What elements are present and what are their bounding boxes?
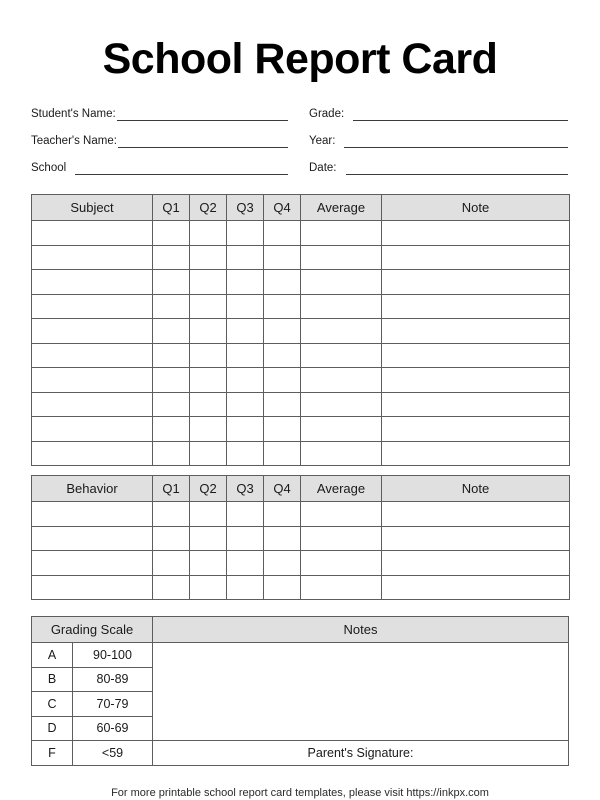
table-cell[interactable] (190, 343, 227, 368)
table-cell[interactable] (227, 575, 264, 600)
subject-header-q4: Q4 (264, 195, 301, 221)
date-input[interactable] (346, 161, 569, 175)
table-cell[interactable] (382, 551, 570, 576)
behavior-table-header-row (32, 476, 570, 502)
parent-signature-field[interactable]: Parent's Signature: (153, 741, 569, 766)
table-cell[interactable] (264, 221, 301, 246)
table-cell[interactable] (301, 575, 382, 600)
table-cell[interactable] (382, 502, 570, 527)
table-row (32, 368, 570, 393)
table-cell[interactable] (32, 221, 153, 246)
table-row (32, 221, 570, 246)
grading-table-header-row (32, 617, 569, 643)
subject-table-body (32, 221, 570, 466)
table-cell[interactable] (382, 294, 570, 319)
behavior-header-behavior: Behavior (32, 476, 153, 502)
table-cell[interactable] (153, 441, 190, 466)
table-cell[interactable] (301, 551, 382, 576)
page-title: School Report Card (102, 35, 498, 83)
field-student-name[interactable] (31, 107, 288, 121)
table-cell[interactable] (153, 319, 190, 344)
table-cell[interactable] (301, 319, 382, 344)
grade-letter-f: F (32, 741, 73, 766)
school-input[interactable] (75, 161, 288, 175)
behavior-header-note: Note (382, 476, 570, 502)
table-cell[interactable] (32, 319, 153, 344)
table-cell[interactable] (264, 551, 301, 576)
table-cell[interactable] (153, 294, 190, 319)
school-label: School (31, 162, 67, 174)
field-year[interactable] (309, 134, 568, 148)
table-cell[interactable] (153, 245, 190, 270)
grade-input[interactable] (353, 107, 568, 121)
table-row (32, 392, 570, 417)
table-row (32, 294, 570, 319)
grading-table-body (32, 643, 569, 766)
table-cell[interactable] (227, 368, 264, 393)
footer-text: For more printable school report card templates, please visit https://inkpx.com (111, 786, 489, 799)
student-name-input[interactable] (117, 107, 288, 121)
table-cell[interactable] (301, 392, 382, 417)
table-cell[interactable] (32, 575, 153, 600)
table-cell[interactable] (32, 245, 153, 270)
table-cell[interactable] (32, 392, 153, 417)
table-cell[interactable] (153, 417, 190, 442)
table-cell[interactable] (264, 526, 301, 551)
table-cell[interactable] (301, 417, 382, 442)
grade-range-c: 70-79 (73, 692, 153, 717)
table-cell[interactable] (382, 245, 570, 270)
notes-input-area[interactable] (153, 643, 569, 741)
table-cell[interactable] (382, 526, 570, 551)
field-teacher-name[interactable] (31, 134, 288, 148)
table-cell[interactable] (382, 319, 570, 344)
grade-letter-b: B (32, 667, 73, 692)
behavior-table-body (32, 502, 570, 600)
form-row-name (31, 107, 569, 121)
table-cell[interactable] (190, 294, 227, 319)
teacher-name-input[interactable] (118, 134, 288, 148)
table-cell[interactable] (264, 245, 301, 270)
table-cell[interactable] (264, 417, 301, 442)
table-cell[interactable] (32, 417, 153, 442)
table-cell[interactable] (227, 319, 264, 344)
grading-row-a (32, 643, 569, 668)
table-cell[interactable] (301, 245, 382, 270)
grading-scale-header: Grading Scale (32, 617, 153, 643)
table-cell[interactable] (264, 343, 301, 368)
table-cell[interactable] (264, 575, 301, 600)
table-cell[interactable] (32, 441, 153, 466)
field-grade[interactable] (309, 107, 568, 121)
table-cell[interactable] (301, 221, 382, 246)
subject-header-q2: Q2 (190, 195, 227, 221)
table-cell[interactable] (301, 368, 382, 393)
student-name-label: Student's Name: (31, 108, 116, 120)
table-row (32, 343, 570, 368)
field-date[interactable] (309, 161, 568, 175)
year-input[interactable] (344, 134, 568, 148)
grade-letter-d: D (32, 716, 73, 741)
table-cell[interactable] (301, 502, 382, 527)
behavior-header-q4: Q4 (264, 476, 301, 502)
field-school[interactable] (31, 161, 288, 175)
table-cell[interactable] (382, 441, 570, 466)
table-cell[interactable] (227, 270, 264, 295)
table-cell[interactable] (301, 343, 382, 368)
year-label: Year: (309, 135, 336, 147)
table-cell[interactable] (32, 294, 153, 319)
notes-header: Notes (153, 617, 569, 643)
table-cell[interactable] (190, 575, 227, 600)
table-cell[interactable] (190, 502, 227, 527)
table-cell[interactable] (264, 441, 301, 466)
table-cell[interactable] (301, 270, 382, 295)
table-cell[interactable] (227, 343, 264, 368)
table-cell[interactable] (32, 551, 153, 576)
table-cell[interactable] (382, 368, 570, 393)
table-cell[interactable] (190, 526, 227, 551)
grade-range-f: <59 (73, 741, 153, 766)
date-label: Date: (309, 162, 337, 174)
table-cell[interactable] (32, 368, 153, 393)
table-row (32, 245, 570, 270)
table-cell[interactable] (382, 392, 570, 417)
table-cell[interactable] (153, 392, 190, 417)
behavior-header-q3: Q3 (227, 476, 264, 502)
grading-scale-table (31, 616, 569, 766)
behavior-header-average: Average (301, 476, 382, 502)
behavior-header-q1: Q1 (153, 476, 190, 502)
table-row (32, 575, 570, 600)
table-cell[interactable] (301, 441, 382, 466)
table-cell[interactable] (190, 221, 227, 246)
subject-header-note: Note (382, 195, 570, 221)
grade-label: Grade: (309, 108, 345, 120)
student-info-form (0, 107, 600, 175)
table-cell[interactable] (227, 392, 264, 417)
table-cell[interactable] (190, 392, 227, 417)
table-cell[interactable] (264, 294, 301, 319)
table-cell[interactable] (264, 392, 301, 417)
table-cell[interactable] (153, 368, 190, 393)
table-row (32, 319, 570, 344)
form-row-school (31, 161, 569, 175)
table-cell[interactable] (264, 319, 301, 344)
table-cell[interactable] (32, 526, 153, 551)
table-cell[interactable] (227, 502, 264, 527)
table-cell[interactable] (227, 417, 264, 442)
table-cell[interactable] (153, 551, 190, 576)
table-cell[interactable] (382, 270, 570, 295)
grade-range-a: 90-100 (73, 643, 153, 668)
table-cell[interactable] (227, 551, 264, 576)
table-cell[interactable] (153, 270, 190, 295)
form-row-teacher (31, 134, 569, 148)
table-cell[interactable] (190, 441, 227, 466)
grading-row-f (32, 741, 569, 766)
table-cell[interactable] (382, 221, 570, 246)
behavior-header-q2: Q2 (190, 476, 227, 502)
subject-header-q1: Q1 (153, 195, 190, 221)
table-cell[interactable] (382, 575, 570, 600)
table-cell[interactable] (227, 441, 264, 466)
table-cell[interactable] (227, 221, 264, 246)
table-row (32, 502, 570, 527)
table-cell[interactable] (32, 343, 153, 368)
table-row (32, 526, 570, 551)
table-cell[interactable] (382, 417, 570, 442)
table-cell[interactable] (32, 270, 153, 295)
table-cell[interactable] (227, 245, 264, 270)
subject-header-subject: Subject (32, 195, 153, 221)
grade-letter-a: A (32, 643, 73, 668)
table-cell[interactable] (227, 294, 264, 319)
table-cell[interactable] (153, 343, 190, 368)
table-cell[interactable] (190, 245, 227, 270)
grade-range-b: 80-89 (73, 667, 153, 692)
subject-header-q3: Q3 (227, 195, 264, 221)
table-row (32, 417, 570, 442)
table-row (32, 441, 570, 466)
table-cell[interactable] (264, 270, 301, 295)
table-cell[interactable] (227, 526, 264, 551)
table-cell[interactable] (301, 294, 382, 319)
subject-table-header-row (32, 195, 570, 221)
teacher-name-label: Teacher's Name: (31, 135, 117, 147)
table-cell[interactable] (153, 221, 190, 246)
table-cell[interactable] (382, 343, 570, 368)
table-cell[interactable] (190, 417, 227, 442)
grade-letter-c: C (32, 692, 73, 717)
grade-range-d: 60-69 (73, 716, 153, 741)
table-cell[interactable] (264, 368, 301, 393)
table-cell[interactable] (301, 526, 382, 551)
table-row (32, 270, 570, 295)
table-row (32, 551, 570, 576)
table-cell[interactable] (190, 551, 227, 576)
table-cell[interactable] (264, 502, 301, 527)
table-cell[interactable] (153, 526, 190, 551)
table-cell[interactable] (153, 502, 190, 527)
table-cell[interactable] (190, 368, 227, 393)
table-cell[interactable] (32, 502, 153, 527)
table-cell[interactable] (153, 575, 190, 600)
table-cell[interactable] (190, 319, 227, 344)
behavior-table (31, 475, 570, 600)
subject-table (31, 194, 570, 466)
table-cell[interactable] (190, 270, 227, 295)
subject-header-average: Average (301, 195, 382, 221)
